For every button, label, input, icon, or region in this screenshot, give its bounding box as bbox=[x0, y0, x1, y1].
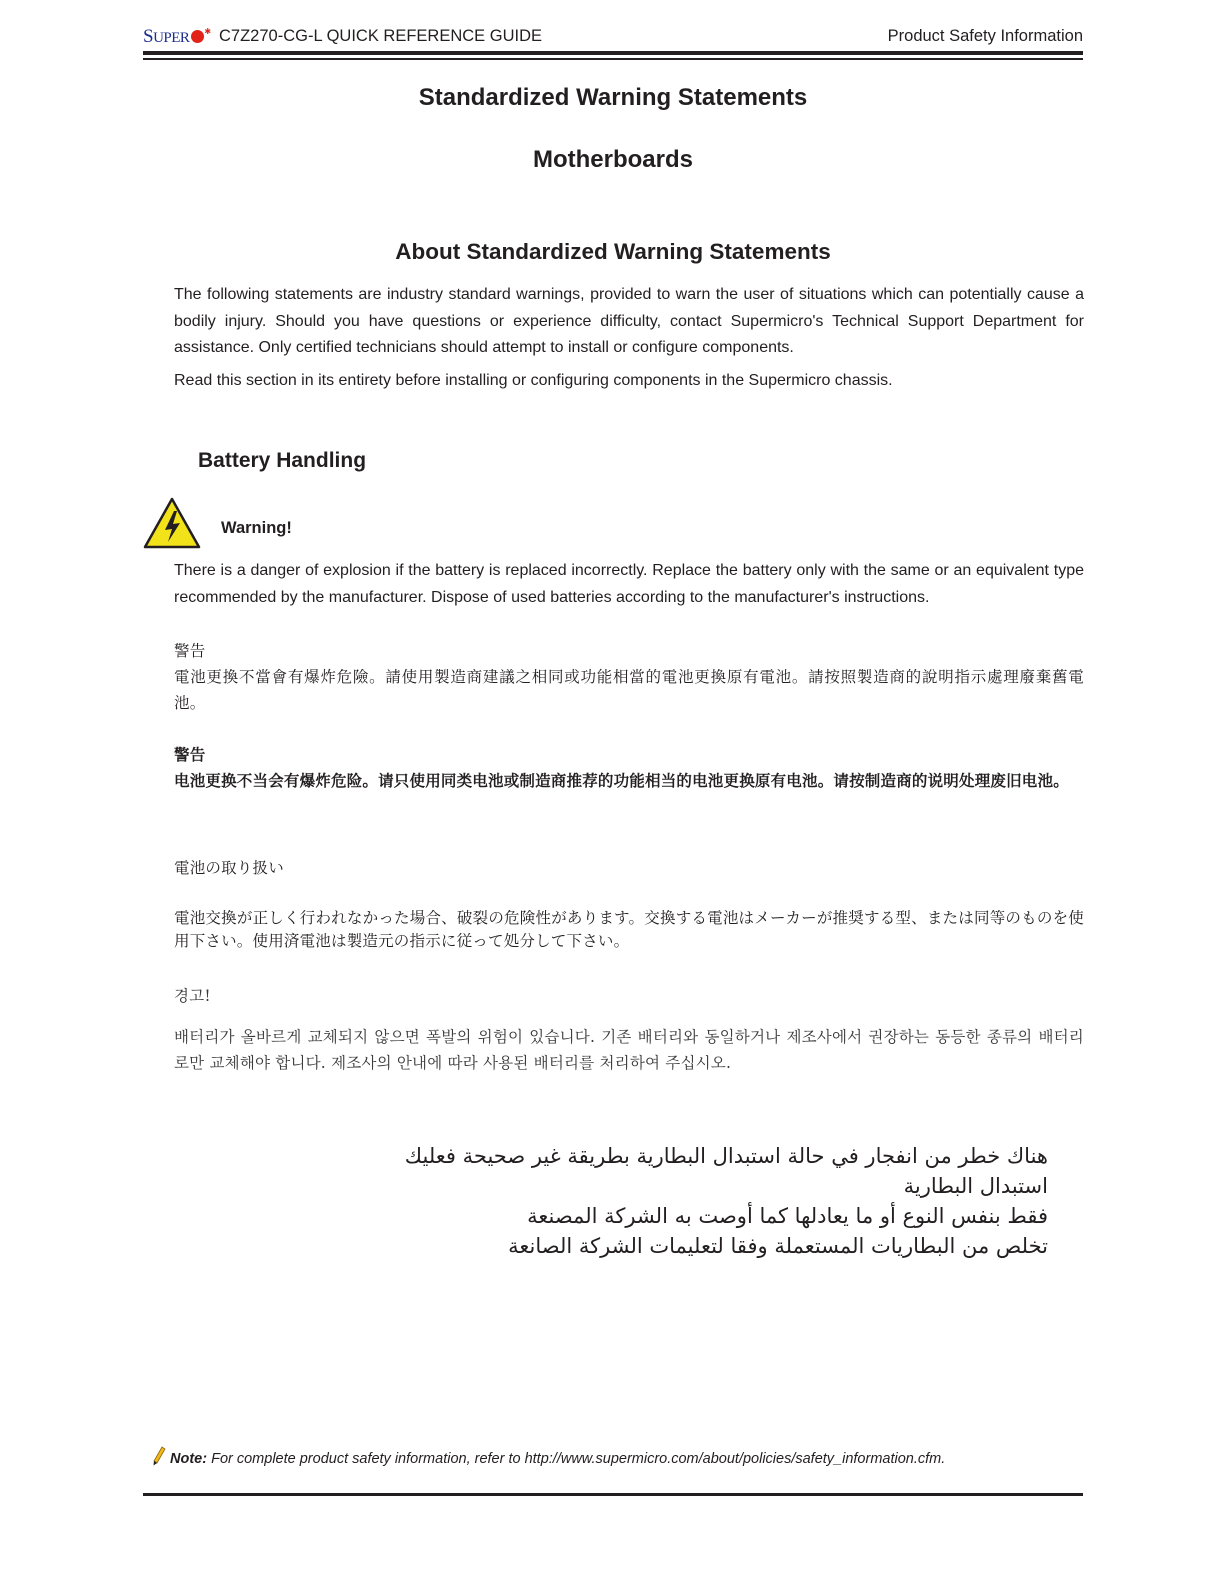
high-voltage-warning-icon bbox=[143, 497, 201, 549]
battery-warning-english: There is a danger of explosion if the battery is replaced incorrectly. Replace the battery only with the same or an equivalent type recommended by the manufacturer. Dispose of used batteries according to the manufacturer's instructions. bbox=[174, 562, 1084, 606]
korean-heading: 경고! bbox=[174, 987, 211, 1005]
battery-warning-korean: 배터리가 올바르게 교체되지 않으면 폭발의 위험이 있습니다. 기존 배터리와 동일하거나 제조사에서 권장하는 동등한 종류의 배터리로만 교체해야 합니다. 제조사의 안내에 따라 사용된 배터리를 처리하여 주십시오. bbox=[174, 1028, 1084, 1072]
battery-warning-japanese: 電池交換が正しく行われなかった場合、破裂の危険性があります。交換する電池はメーカーが推奨する型、または同等のものを使用下さい。使用済電池は製造元の指示に従って処分して下さい。 bbox=[174, 909, 1084, 950]
battery-warning-simp-chinese: 电池更换不当会有爆炸危险。请只使用同类电池或制造商推荐的功能相当的电池更换原有电池。请按制造商的说明处理废旧电池。 bbox=[174, 772, 1069, 790]
page-title: Standardized Warning Statements bbox=[418, 84, 808, 111]
guide-title: C7Z270-CG-L QUICK REFERENCE GUIDE bbox=[219, 27, 543, 45]
safety-note bbox=[152, 1446, 945, 1467]
page-header bbox=[143, 22, 1083, 50]
japanese-heading: 電池の取り扱い bbox=[174, 859, 284, 877]
arabic-line: استبدال البطارية bbox=[903, 1174, 1048, 1198]
footer-rule bbox=[143, 1493, 1083, 1496]
logo-star-icon: ✱ bbox=[204, 27, 211, 36]
section-name: Product Safety Information bbox=[887, 27, 1083, 45]
battery-warning-trad-chinese: 電池更換不當會有爆炸危險。請使用製造商建議之相同或功能相當的電池更換原有電池。請按照製造商的說明指示處理廢棄舊電池。 bbox=[174, 668, 1084, 712]
battery-warning-arabic bbox=[380, 1141, 1048, 1261]
page-subtitle: Motherboards bbox=[532, 146, 693, 173]
arabic-line: هناك خطر من انفجار في حالة استبدال البطارية بطريقة غير صحيحة فعليك bbox=[404, 1144, 1048, 1168]
pencil-icon bbox=[152, 1446, 166, 1466]
warning-label: Warning! bbox=[221, 519, 292, 537]
note-label: Note: bbox=[170, 1451, 208, 1467]
about-instruction: Read this section in its entirety before installing or configuring components in the Supermicro chassis. bbox=[174, 372, 893, 389]
logo-text: UPER bbox=[153, 30, 190, 46]
battery-heading: Battery Handling bbox=[198, 449, 367, 472]
arabic-line: تخلص من البطاريات المستعملة وفقا لتعليمات الشركة الصانعة bbox=[508, 1234, 1048, 1258]
header-rule-thick bbox=[143, 51, 1083, 55]
supermicro-logo bbox=[143, 26, 211, 48]
logo-dot-icon bbox=[191, 30, 204, 43]
logo-letter: S bbox=[143, 26, 154, 47]
section-heading-about: About Standardized Warning Statements bbox=[395, 239, 831, 264]
note-text: For complete product safety information, refer to http://www.supermicro.com/about/policies/safety_information.cfm. bbox=[207, 1451, 946, 1467]
about-paragraph: The following statements are industry standard warnings, provided to warn the user of situations which can potentially cause a bodily injury. Should you have questions or experience difficulty, contact Supermicro's Technical Support Department for assistance. Only certified technicians should attempt to install or configure components. bbox=[174, 286, 1084, 356]
arabic-line: فقط بنفس النوع أو ما يعادلها كما أوصت به الشركة المصنعة bbox=[527, 1204, 1048, 1228]
simp-chinese-heading: 警告 bbox=[174, 746, 206, 764]
trad-chinese-heading: 警告 bbox=[174, 642, 206, 660]
header-rule-thin bbox=[143, 58, 1083, 60]
